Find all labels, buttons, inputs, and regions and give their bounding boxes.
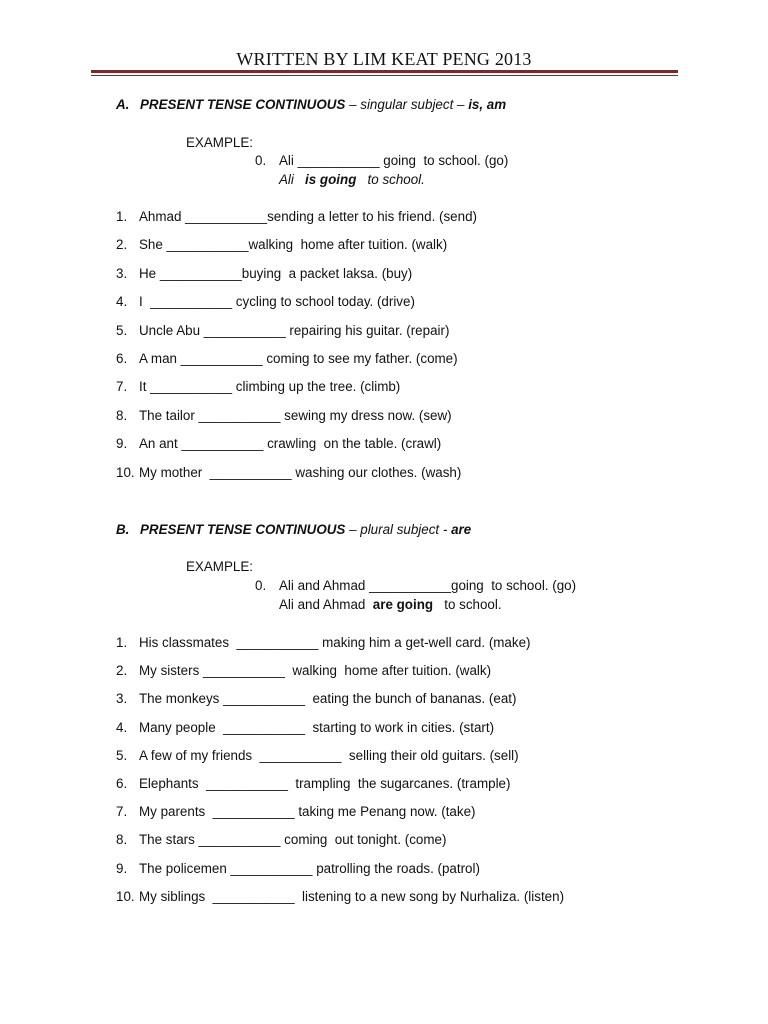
item-text: The policemen ___________ patrolling the roads. (patrol) xyxy=(139,860,480,876)
item-text: I ___________ cycling to school today. (drive) xyxy=(139,294,415,310)
item-number: 2. xyxy=(116,237,128,253)
exercise-item xyxy=(116,776,510,791)
item-text: The tailor ___________ sewing my dress now. (sew) xyxy=(139,407,452,423)
exercise-item xyxy=(116,351,458,366)
section-a-letter: A. xyxy=(116,97,130,112)
example-answer-post: to school. xyxy=(436,597,502,612)
exercise-item xyxy=(116,209,477,224)
section-b-letter: B. xyxy=(116,522,130,537)
exercise-item xyxy=(116,804,475,819)
example-number: 0. xyxy=(255,153,267,168)
section-a-example-label: EXAMPLE: xyxy=(186,135,253,150)
item-number: 4. xyxy=(116,719,128,735)
example-answer-verb: is going xyxy=(301,172,361,187)
item-number: 3. xyxy=(116,265,128,281)
item-number: 7. xyxy=(116,379,128,395)
example-number: 0. xyxy=(255,578,267,593)
section-a-dash-2: – xyxy=(453,97,469,112)
exercise-item xyxy=(116,861,480,876)
section-a-dash: – xyxy=(345,97,361,112)
item-text: An ant ___________ crawling on the table. (crawl) xyxy=(139,436,442,452)
item-text: Many people ___________ starting to work in cities. (start) xyxy=(139,719,495,735)
exercise-item xyxy=(116,323,449,338)
item-text: His classmates ___________ making him a get-well card. (make) xyxy=(139,635,531,650)
section-b-subject: plural subject xyxy=(360,522,440,537)
title-rule-thin xyxy=(91,75,678,76)
exercise-item xyxy=(116,266,412,281)
section-b-tense: PRESENT TENSE CONTINUOUS xyxy=(140,522,346,537)
item-number: 7. xyxy=(116,804,128,820)
section-b-example-answer xyxy=(279,597,502,612)
exercise-item xyxy=(116,691,516,706)
item-number: 6. xyxy=(116,776,128,791)
item-number: 9. xyxy=(116,436,128,452)
exercise-item xyxy=(116,635,530,650)
section-a-example-question xyxy=(255,153,508,168)
exercise-item xyxy=(116,720,494,735)
item-number: 2. xyxy=(116,663,128,679)
item-number: 8. xyxy=(116,407,128,423)
exercise-item xyxy=(116,465,461,480)
item-text: Ahmad ___________sending a letter to his friend. (send) xyxy=(139,209,477,224)
item-text: It ___________ climbing up the tree. (climb) xyxy=(139,379,401,395)
section-a-verb: is, am xyxy=(468,97,507,112)
item-number: 5. xyxy=(116,747,128,763)
item-text: A man ___________ coming to see my father. (come) xyxy=(139,351,458,366)
example-question-text: Ali ___________ going to school. (go) xyxy=(279,153,509,168)
exercise-item xyxy=(116,237,447,252)
section-a-heading xyxy=(116,97,506,112)
example-answer-pre: Ali xyxy=(279,172,302,187)
item-number: 8. xyxy=(116,832,128,848)
section-a-tense: PRESENT TENSE CONTINUOUS xyxy=(140,97,346,112)
item-number: 6. xyxy=(116,351,128,366)
section-b-example-question xyxy=(255,578,576,593)
exercise-item xyxy=(116,832,446,847)
item-text: He ___________buying a packet laksa. (buy) xyxy=(139,265,413,281)
item-number: 4. xyxy=(116,294,128,310)
exercise-item xyxy=(116,294,415,309)
exercise-item xyxy=(116,663,491,678)
item-text: She ___________walking home after tuition. (walk) xyxy=(139,237,448,253)
item-number: 10. xyxy=(116,464,135,480)
section-b-verb: are xyxy=(451,522,472,537)
section-a-subject: singular subject xyxy=(360,97,454,112)
item-text: The monkeys ___________ eating the bunch of bananas. (eat) xyxy=(139,691,517,707)
exercise-item xyxy=(116,408,452,423)
item-text: Uncle Abu ___________ repairing his guitar. (repair) xyxy=(139,322,450,338)
section-b-dash-2: - xyxy=(439,522,452,537)
exercise-item xyxy=(116,436,441,451)
item-text: Elephants ___________ trampling the sugarcanes. (trample) xyxy=(139,776,511,791)
item-number: 10. xyxy=(116,888,135,904)
example-answer-pre: Ali and Ahmad xyxy=(279,597,370,612)
exercise-item xyxy=(116,379,400,394)
title-rule-thick xyxy=(91,70,678,73)
section-b-heading xyxy=(116,522,471,537)
item-text: My mother ___________ washing our clothes. (wash) xyxy=(139,464,462,480)
item-text: My parents ___________ taking me Penang now. (take) xyxy=(139,804,476,820)
section-b-example-label: EXAMPLE: xyxy=(186,559,253,574)
item-text: A few of my friends ___________ selling their old guitars. (sell) xyxy=(139,747,519,763)
section-a-example-answer xyxy=(279,172,425,187)
exercise-item xyxy=(116,889,564,904)
item-text: My siblings ___________ listening to a new song by Nurhaliza. (listen) xyxy=(139,888,565,904)
example-question-text: Ali and Ahmad ___________going to school. (go) xyxy=(279,578,577,593)
example-answer-verb: are going xyxy=(369,597,437,612)
item-number: 5. xyxy=(116,322,128,338)
page-title: WRITTEN BY LIM KEAT PENG 2013 xyxy=(236,49,532,69)
exercise-item xyxy=(116,748,519,763)
section-b-dash: – xyxy=(345,522,361,537)
item-number: 1. xyxy=(116,209,128,224)
item-number: 3. xyxy=(116,691,128,707)
item-number: 1. xyxy=(116,635,128,650)
item-text: The stars ___________ coming out tonight. (come) xyxy=(139,832,447,848)
example-answer-post: to school. xyxy=(360,172,425,187)
item-number: 9. xyxy=(116,860,128,876)
item-text: My sisters ___________ walking home after tuition. (walk) xyxy=(139,663,492,679)
